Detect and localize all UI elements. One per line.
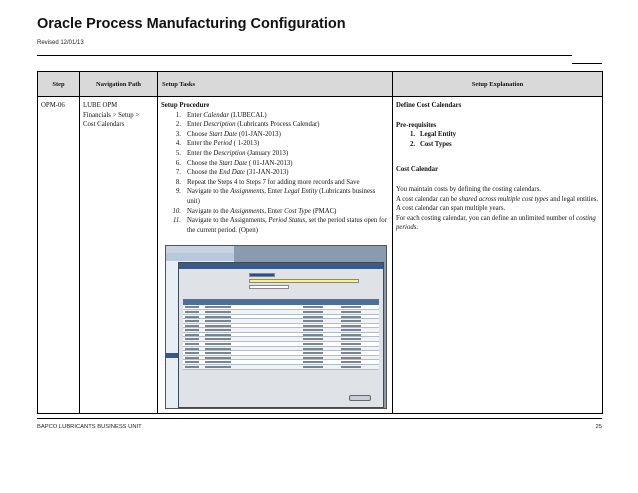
column-header-setup-explanation: Setup Explanation: [393, 72, 603, 97]
calendar-form: [249, 273, 359, 291]
list-item: 4. Enter the Period ( 1-2013): [175, 140, 260, 148]
list-item: 11. Navigate to the Assignments, Period Status, set the period status open for the current period. (Open): [173, 217, 387, 234]
step-id: OPM-06: [41, 102, 65, 109]
navigator-tabs: [166, 246, 234, 253]
nav-path-line: LUBE OPM: [83, 102, 118, 109]
list-item: 2. Enter Description (Lubricants Process Calendar): [175, 121, 320, 129]
setup-explanation-cell: [393, 97, 603, 414]
description-field: [249, 279, 359, 283]
column-header-setup-tasks: Setup Tasks: [158, 72, 393, 97]
explanation-title: Define Cost Calendars: [396, 102, 462, 109]
list-item: 5. Enter the Description (January 2013): [175, 149, 289, 157]
top-rule-extension: [572, 63, 602, 64]
start-date-field: [249, 285, 289, 289]
footer-company: BAPCO LUBRICANTS BUSINESS UNIT: [37, 424, 142, 430]
setup-tasks-cell: [158, 97, 393, 414]
grid-row: [183, 365, 379, 370]
page-number: 25: [595, 424, 602, 430]
list-item: 8. Repeat the Steps 4 to Steps 7 for adding more records and Save: [175, 178, 360, 186]
document-title: Oracle Process Manufacturing Configuration: [37, 16, 346, 32]
cost-calendar-screenshot: [165, 245, 387, 409]
list-item: 10. Navigate to the Assignments, Enter Cost Type (PMAC): [172, 207, 337, 215]
cost-calendar-heading: Cost Calendar: [396, 166, 439, 174]
list-item: 1. Legal Entity: [410, 131, 457, 139]
table-row: [38, 97, 603, 414]
calendar-field: [249, 273, 275, 277]
bottom-rule: [37, 418, 602, 419]
procedure-steps: [172, 111, 389, 236]
list-item: 1. Enter Calendar (LUBECAL): [175, 111, 267, 119]
top-rule: [37, 55, 572, 56]
prerequisites-label: Pre-requisites: [396, 121, 437, 129]
column-header-navigation-path: Navigation Path: [80, 72, 158, 97]
navigation-path-cell: [80, 97, 158, 414]
cost-calendar-window: [178, 262, 384, 408]
list-item: 2. Cost Types: [410, 140, 452, 148]
navigator-header: [166, 253, 234, 261]
list-item: 6. Choose the Start Date ( 01-JAN-2013): [175, 159, 293, 167]
column-header-step: Step: [38, 72, 80, 97]
list-item: 9. Navigate to the Assignments, Enter Legal Entity (Lubricants business unit): [175, 188, 376, 205]
nav-path-line: Financials > Setup >: [83, 111, 140, 119]
revision-date: Revised 12/01/13: [37, 40, 84, 46]
assignments-button: [349, 395, 371, 401]
step-cell: [38, 97, 80, 414]
prerequisites-list: [410, 130, 599, 149]
window-titlebar: [179, 263, 383, 269]
explanation-paragraph: You maintain costs by defining the costing calendars. A cost calendar can be shared across multiple cost types and legal entities. A cost calendar can span multiple years. For each costing calendar, you can define an unlimited number of costing periods.: [396, 185, 599, 232]
table-header-row: [38, 72, 603, 97]
periods-grid: [183, 299, 379, 369]
procedure-title: Setup Procedure: [161, 102, 210, 109]
list-item: 3. Choose Start Date (01-JAN-2013): [175, 130, 281, 138]
configuration-table: [37, 71, 603, 414]
nav-path-line: Cost Calendars: [83, 121, 125, 129]
list-item: 7. Choose the End Date (31-JAN-2013): [175, 169, 289, 177]
